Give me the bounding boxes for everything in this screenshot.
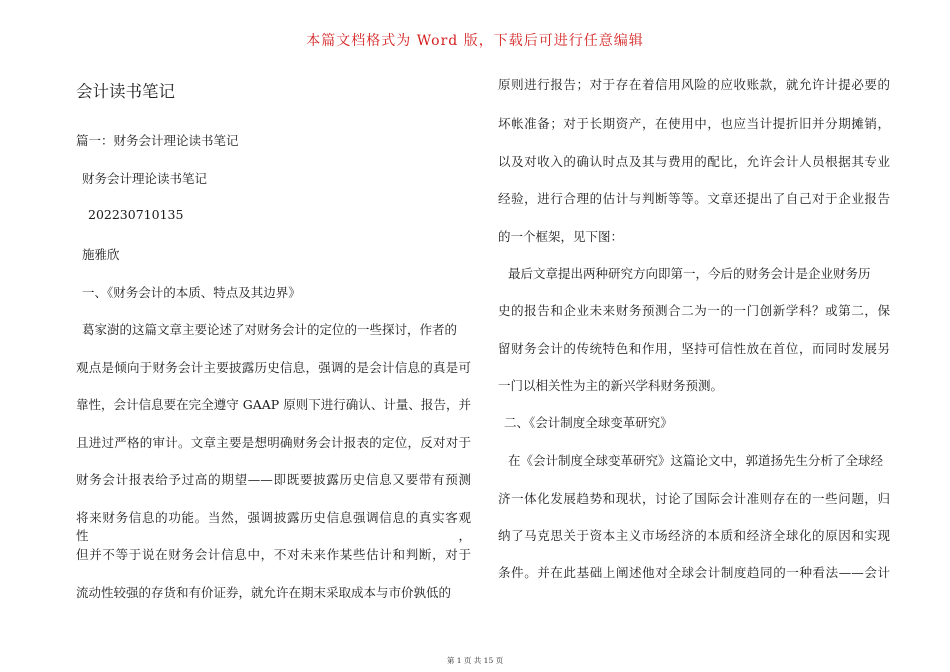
paragraph-line: 在《会计制度全球变革研究》这篇论文中，郭道扬先生分析了全球经 [508, 453, 884, 468]
paragraph-line: 条件。并在此基础上阐述他对全球会计制度趋同的一种看法——会计 [498, 565, 890, 580]
word-format-banner: 本篇文档格式为 Word 版，下载后可进行任意编辑 [306, 33, 644, 49]
paragraph-line: 一门以相关性为主的新兴学科财务预测。 [498, 378, 724, 393]
paragraph-line: 且进过严格的审计。文章主要是想明确财务会计报表的定位，反对对于 [76, 435, 471, 450]
paragraph-line: 以及对收入的确认时点及其与费用的配比，允许会计人员根据其专业 [498, 154, 890, 169]
paragraph-line: 葛家澍的这篇文章主要论述了对财务会计的定位的一些探讨，作者的 [82, 322, 458, 337]
student-id: 202230710135 [88, 207, 184, 222]
page-number-footer: 第 1 页 共 15 页 [446, 656, 504, 665]
section-heading: 篇一：财务会计理论读书笔记 [76, 133, 239, 148]
paragraph-line: 的一个框架，见下图： [498, 229, 624, 244]
author-name: 施雅欣 [82, 247, 120, 262]
section-heading: 一、《财务会计的本质、特点及其边界》 [82, 285, 301, 300]
paragraph-line: 最后文章提出两种研究方向即第一，今后的财务会计是企业财务历 [508, 266, 871, 281]
paragraph-line: 财务会计报表给予过高的期望——即既要披露历史信息又要带有预测 [76, 472, 471, 487]
subtitle: 财务会计理论读书笔记 [82, 171, 208, 186]
paragraph-line: 靠性，会计信息要在完全遵守 GAAP 原则下进行确认、计量、报告，并 [76, 397, 471, 412]
paragraph-line: 流动性较强的存货和有价证券，就允许在期末采取成本与市价孰低的 [76, 585, 452, 600]
paragraph-line: 坏帐准备；对于长期资产，在使用中，也应当计提折旧并分期摊销， [498, 116, 890, 131]
paragraph-line: 将来财务信息的功能。当然，强调披露历史信息强调信息的真实客观性， [76, 510, 471, 543]
paragraph-line: 济一体化发展趋势和现状，讨论了国际会计准则存在的一些问题，归 [498, 491, 890, 506]
paragraph-line: 原则进行报告；对于存在着信用风险的应收账款，就允许计提必要的 [498, 77, 890, 92]
paragraph-line: 但并不等于说在财务会计信息中，不对未来作某些估计和判断，对于 [76, 547, 471, 562]
paragraph-line: 纳了马克思关于资本主义市场经济的本质和经济全球化的原因和实现 [498, 528, 890, 543]
paragraph-line: 留财务会计的传统特色和作用，坚持可信性放在首位，而同时发展另 [498, 341, 890, 356]
section-heading: 二、《会计制度全球变革研究》 [504, 415, 673, 430]
paragraph-line: 观点是倾向于财务会计主要披露历史信息，强调的是会计信息的真是可 [76, 360, 471, 375]
paragraph-line: 经验，进行合理的估计与判断等等。文章还提出了自己对于企业报告 [498, 191, 890, 206]
paragraph-line: 史的报告和企业未来财务预测合二为一的一门创新学科？或第二，保 [498, 303, 890, 318]
document-title: 会计读书笔记 [76, 82, 175, 101]
